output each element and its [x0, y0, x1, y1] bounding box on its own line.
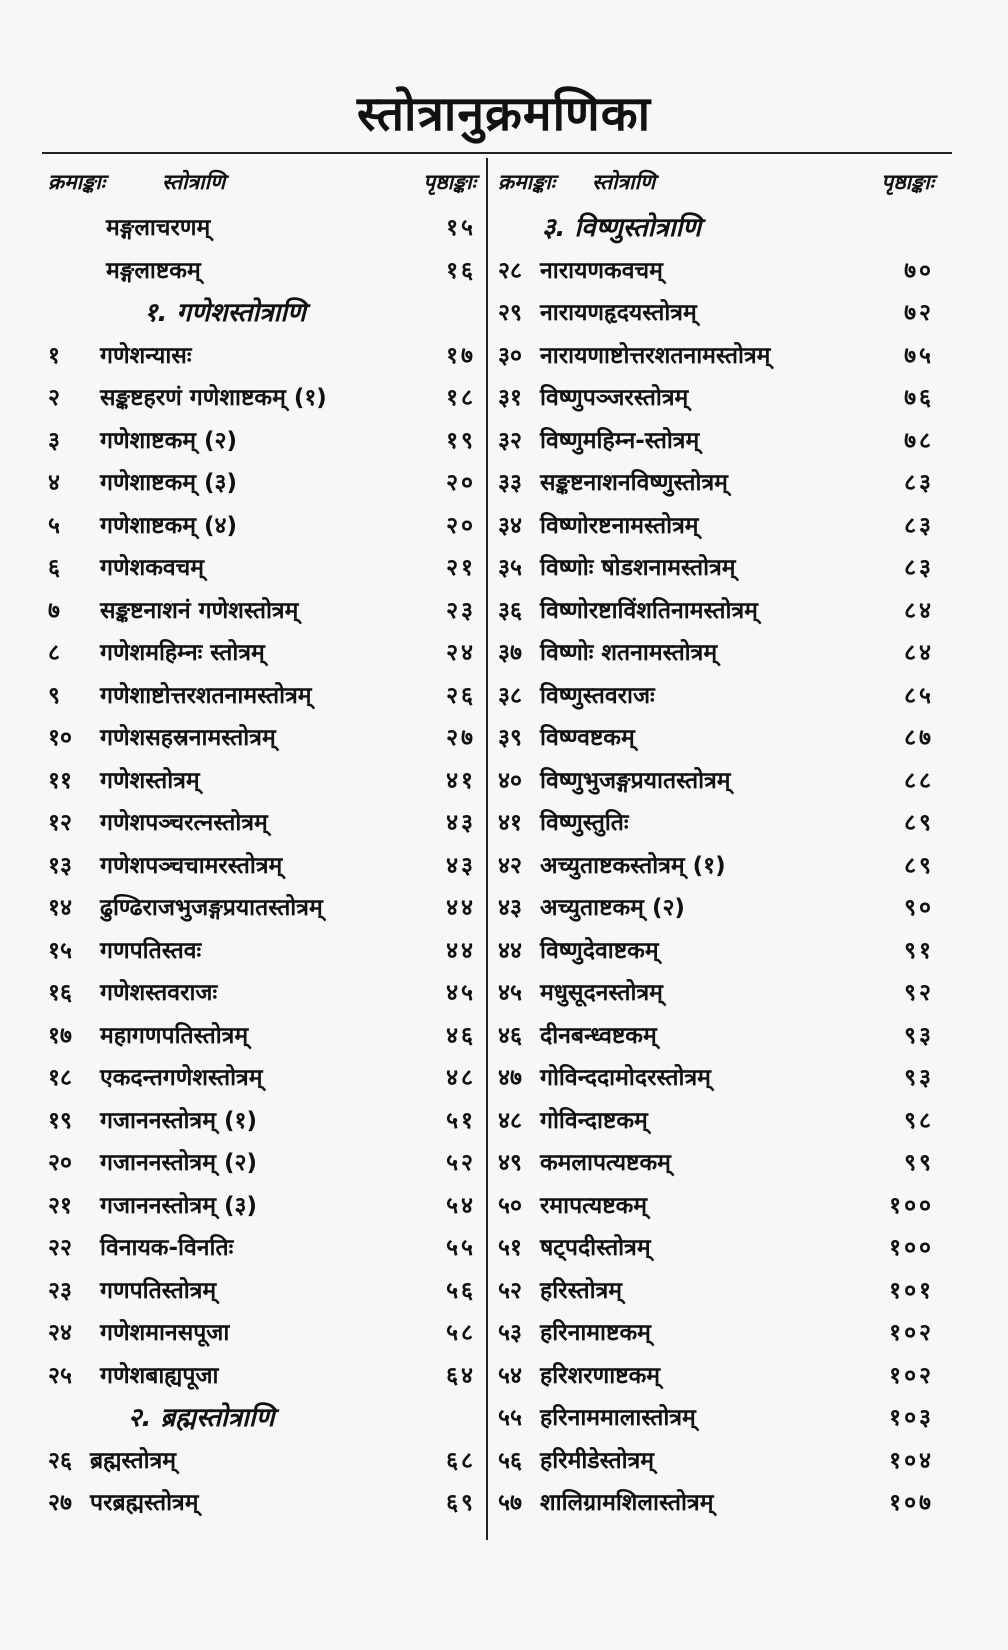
section-heading-brahma: [44, 1392, 482, 1435]
toc-entry: [44, 967, 482, 1010]
entry-title: विष्णुपञ्जरस्तोत्रम्: [540, 385, 689, 411]
entry-title: सङ्कष्टनाशनं गणेशस्तोत्रम्: [100, 597, 299, 624]
entry-page-number: १०३: [889, 1405, 934, 1431]
entry-number: ५: [48, 512, 60, 539]
entry-number: १४: [48, 895, 72, 921]
entry-page-number: १६: [446, 257, 476, 284]
toc-entry: [494, 925, 940, 968]
entry-number: २१: [48, 1192, 72, 1219]
entry-number: १९: [48, 1107, 72, 1134]
entry-number: ५४: [498, 1362, 522, 1389]
toc-entry: [494, 1095, 940, 1138]
section-heading-text: १. गणेशस्तोत्राणि: [144, 298, 306, 328]
entry-page-number: ६४: [446, 1362, 476, 1389]
toc-entry: [44, 500, 482, 543]
entry-title: गणेशाष्टोत्तरशतनामस्तोत्रम्: [100, 682, 312, 709]
entry-page-number: ५१: [446, 1107, 476, 1134]
entry-number: १७: [48, 1022, 72, 1049]
entry-title: मङ्गलाचरणम्: [106, 215, 211, 241]
entry-page-number: १०४: [889, 1447, 934, 1474]
entry-title: विष्णुमहिम्न-स्तोत्रम्: [540, 427, 700, 454]
entry-title: शालिग्रामशिलास्तोत्रम्: [540, 1490, 714, 1516]
entry-number: ४६: [498, 1022, 522, 1049]
entry-page-number: ८३: [904, 555, 934, 581]
entry-number: १६: [48, 980, 72, 1006]
entry-number: २४: [48, 1320, 72, 1346]
entry-number: ११: [48, 767, 72, 794]
toc-entry: [44, 1350, 482, 1393]
serial-header: क्रमाङ्काः: [48, 170, 106, 194]
entry-number: ५६: [498, 1447, 522, 1474]
page-title: स्तोत्रानुक्रमणिका: [356, 86, 652, 142]
toc-entry: [44, 1052, 482, 1095]
entry-number: १८: [48, 1065, 72, 1091]
entry-page-number: २०: [446, 470, 476, 496]
entry-page-number: ६८: [446, 1447, 476, 1474]
entry-title: विष्णुभुजङ्गप्रयातस्तोत्रम्: [540, 767, 731, 794]
entry-title: हरिशरणाष्टकम्: [540, 1362, 661, 1389]
left-column: [44, 162, 482, 1520]
entry-number: २२: [48, 1235, 72, 1261]
toc-entry: [494, 1350, 940, 1393]
entry-page-number: ५४: [446, 1192, 476, 1219]
toc-entry: [44, 457, 482, 500]
entry-title: गणेशमहिम्नः स्तोत्रम्: [100, 640, 265, 666]
pages-header: पृष्ठाङ्काः: [423, 170, 476, 194]
entry-title: गणपतिस्तोत्रम्: [100, 1277, 217, 1304]
entry-page-number: ४४: [446, 937, 476, 964]
entry-page-number: ७२: [904, 300, 934, 326]
toc-entry: [44, 415, 482, 458]
entry-number: १०: [48, 725, 72, 751]
entry-number: ३२: [498, 427, 522, 454]
entry-page-number: ८८: [904, 767, 934, 794]
entry-title: हरिस्तोत्रम्: [540, 1277, 623, 1304]
entry-number: ३३: [498, 470, 522, 496]
entry-title: गणेशाष्टकम् (४): [100, 512, 238, 539]
entry-page-number: ८३: [904, 512, 934, 539]
entry-page-number: ४१: [446, 767, 476, 794]
entry-title: गजाननस्तोत्रम् (३): [100, 1192, 257, 1219]
entry-title: अच्युताष्टकम् (२): [540, 895, 685, 921]
entry-number: ३९: [498, 725, 522, 751]
entry-number: ५२: [498, 1277, 522, 1304]
entry-page-number: ९१: [904, 937, 934, 964]
entry-number: ३७: [498, 640, 522, 666]
toc-entry: [44, 1435, 482, 1478]
entry-page-number: ९३: [904, 1022, 934, 1049]
toc-entry: [494, 415, 940, 458]
entry-page-number: १०१: [889, 1277, 934, 1304]
entry-number: २: [48, 385, 60, 411]
entry-page-number: १००: [889, 1192, 934, 1219]
entry-number: ६: [48, 555, 60, 581]
toc-entry: [44, 1180, 482, 1223]
toc-entry: [44, 840, 482, 883]
entry-page-number: ४५: [446, 980, 476, 1006]
entry-page-number: ७८: [904, 427, 934, 454]
entry-title: गोविन्दाष्टकम्: [540, 1107, 648, 1134]
entry-number: १२: [48, 810, 72, 836]
entry-number: ४१: [498, 810, 522, 836]
toc-entry: [494, 840, 940, 883]
entry-page-number: ४३: [446, 810, 476, 836]
entry-title: मधुसूदनस्तोत्रम्: [540, 980, 663, 1006]
section-heading-text: ३. विष्णुस्तोत्राणि: [542, 213, 702, 243]
entry-title: रमापत्यष्टकम्: [540, 1192, 648, 1219]
serial-header: क्रमाङ्काः: [498, 170, 556, 194]
entry-page-number: १५: [446, 215, 476, 241]
column-divider: [486, 158, 488, 1540]
entry-title: नारायणाष्टोत्तरशतनामस्तोत्रम्: [540, 342, 771, 369]
toc-entry: [494, 542, 940, 585]
entry-title: विष्णोरष्टनामस्तोत्रम्: [540, 512, 699, 539]
toc-entry: [44, 1477, 482, 1520]
toc-entry: [494, 500, 940, 543]
entry-number: २७: [48, 1490, 72, 1516]
entry-page-number: ९३: [904, 1065, 934, 1091]
entry-page-number: ५२: [446, 1150, 476, 1176]
entry-page-number: ७०: [904, 257, 934, 284]
entry-title: गणेशसहस्रनामस्तोत्रम्: [100, 725, 276, 751]
entry-number: ५०: [498, 1192, 522, 1219]
toc-entry: [44, 245, 482, 288]
entry-page-number: ९९: [904, 1150, 934, 1176]
entry-title: सङ्कष्टहरणं गणेशाष्टकम् (१): [100, 385, 327, 411]
toc-entry: [44, 1222, 482, 1265]
entry-number: १३: [48, 852, 72, 879]
left-column-header: [44, 162, 482, 202]
entry-page-number: ७५: [904, 342, 934, 369]
toc-entry: [44, 925, 482, 968]
entry-title: हरिनाममालास्तोत्रम्: [540, 1405, 696, 1431]
entry-title: हरिमीडेस्तोत्रम्: [540, 1447, 655, 1474]
toc-entry: [494, 372, 940, 415]
entry-number: ३४: [498, 512, 522, 539]
entry-number: ३१: [498, 385, 522, 411]
entry-title: ढुण्ढिराजभुजङ्गप्रयातस्तोत्रम्: [100, 895, 323, 921]
entry-number: ५७: [498, 1490, 522, 1516]
entry-page-number: ५६: [446, 1277, 476, 1304]
entry-title: गणेशकवचम्: [100, 555, 205, 581]
entry-page-number: ८९: [904, 810, 934, 836]
toc-entry: [494, 457, 940, 500]
toc-entry: [44, 670, 482, 713]
toc-entry: [44, 755, 482, 798]
entry-title: कमलापत्यष्टकम्: [540, 1150, 671, 1176]
entry-page-number: ८४: [904, 640, 934, 666]
toc-entry: [44, 882, 482, 925]
entry-page-number: २१: [446, 555, 476, 581]
entry-page-number: १०२: [889, 1320, 934, 1346]
entry-title: विष्णोरष्टाविंशतिनामस्तोत्रम्: [540, 597, 758, 624]
entry-title: विष्णोः षोडशनामस्तोत्रम्: [540, 555, 736, 581]
entry-title: गणेशन्यासः: [100, 342, 192, 369]
toc-entry: [494, 1180, 940, 1223]
toc-entry: [44, 202, 482, 245]
entry-number: ४: [48, 470, 60, 496]
entry-number: ९: [48, 682, 60, 709]
entry-number: ३८: [498, 682, 522, 709]
entry-number: ४७: [498, 1065, 522, 1091]
entry-number: २८: [498, 257, 522, 284]
entry-page-number: १०२: [889, 1362, 934, 1389]
entry-number: ५१: [498, 1235, 522, 1261]
entry-number: ३: [48, 427, 60, 454]
entry-number: ४९: [498, 1150, 522, 1176]
entry-number: ४५: [498, 980, 522, 1006]
entry-page-number: ४६: [446, 1022, 476, 1049]
entry-page-number: ५५: [446, 1235, 476, 1261]
entry-page-number: ७६: [904, 385, 934, 411]
entry-title: षट्पदीस्तोत्रम्: [540, 1235, 651, 1261]
entry-page-number: १९: [446, 427, 476, 454]
entry-title: गणेशाष्टकम् (३): [100, 470, 238, 496]
entry-title: गणेशस्तोत्रम्: [100, 767, 200, 794]
entry-page-number: ५८: [446, 1320, 476, 1346]
toc-entry: [494, 627, 940, 670]
toc-entry: [44, 1010, 482, 1053]
toc-entry: [44, 372, 482, 415]
title-rule: [42, 152, 952, 154]
entry-title: गजाननस्तोत्रम् (२): [100, 1150, 257, 1176]
toc-entry: [494, 245, 940, 288]
toc-entry: [44, 585, 482, 628]
toc-entry: [44, 330, 482, 373]
toc-entry: [494, 330, 940, 373]
entry-page-number: ८५: [904, 682, 934, 709]
entry-page-number: १००: [889, 1235, 934, 1261]
entry-title: गणेशाष्टकम् (२): [100, 427, 238, 454]
entry-title: दीनबन्ध्वष्टकम्: [540, 1022, 657, 1049]
toc-entry: [494, 287, 940, 330]
stotras-header: स्तोत्राणि: [162, 170, 226, 194]
toc-entry: [44, 627, 482, 670]
toc-entry: [494, 797, 940, 840]
entry-title: गोविन्ददामोदरस्तोत्रम्: [540, 1065, 711, 1091]
entry-title: विष्णुदेवाष्टकम्: [540, 937, 659, 964]
entry-title: ब्रह्मस्तोत्रम्: [90, 1447, 177, 1474]
entry-title: गणेशमानसपूजा: [100, 1320, 230, 1346]
entry-page-number: २७: [446, 725, 476, 751]
entry-number: ४२: [498, 852, 522, 879]
entry-number: ७: [48, 597, 60, 624]
toc-entry: [44, 542, 482, 585]
entry-number: ४८: [498, 1107, 522, 1134]
entry-title: गणेशबाह्यपूजा: [100, 1362, 219, 1389]
entry-number: ८: [48, 640, 60, 666]
toc-entry: [494, 882, 940, 925]
entry-page-number: ४४: [446, 895, 476, 921]
pages-header: पृष्ठाङ्काः: [881, 170, 934, 194]
entry-page-number: २४: [446, 640, 476, 666]
entry-title: नारायणहृदयस्तोत्रम्: [540, 300, 697, 326]
entry-number: ३०: [498, 342, 522, 369]
entry-page-number: ९८: [904, 1107, 934, 1134]
toc-entry: [44, 712, 482, 755]
entry-page-number: १८: [446, 385, 476, 411]
entry-number: १५: [48, 937, 72, 964]
entry-page-number: १७: [446, 342, 476, 369]
entry-number: ३५: [498, 555, 522, 581]
entry-title: विष्णुस्तुतिः: [540, 810, 629, 836]
entry-title: गणेशपञ्चचामरस्तोत्रम्: [100, 852, 283, 879]
entry-title: परब्रह्मस्तोत्रम्: [90, 1490, 199, 1516]
entry-title: विष्ण्वष्टकम्: [540, 725, 635, 751]
entry-title: महागणपतिस्तोत्रम्: [100, 1022, 249, 1049]
entry-title: गणपतिस्तवः: [100, 937, 202, 964]
entry-number: २५: [48, 1362, 72, 1389]
entry-number: ४४: [498, 937, 522, 964]
entry-title: एकदन्तगणेशस्तोत्रम्: [100, 1065, 263, 1091]
entry-title: अच्युताष्टकस्तोत्रम् (१): [540, 852, 726, 879]
entry-title: विष्णुस्तवराजः: [540, 682, 655, 709]
toc-entry: [494, 712, 940, 755]
entry-page-number: २०: [446, 512, 476, 539]
toc-entry: [494, 1307, 940, 1350]
right-column: [494, 162, 940, 1520]
toc-entry: [494, 1477, 940, 1520]
toc-entry: [494, 670, 940, 713]
entry-title: गणेशस्तवराजः: [100, 980, 218, 1006]
entry-number: १: [48, 342, 60, 369]
entry-page-number: ८७: [904, 725, 934, 751]
toc-entry: [494, 1137, 940, 1180]
entry-page-number: १०७: [889, 1490, 934, 1516]
toc-entry: [44, 1137, 482, 1180]
toc-entry: [494, 1010, 940, 1053]
section-heading-text: २. ब्रह्मस्तोत्राणि: [128, 1403, 275, 1433]
entry-number: २३: [48, 1277, 72, 1304]
section-heading-ganesha: [44, 287, 482, 330]
entry-number: ३६: [498, 597, 522, 624]
entry-title: गजाननस्तोत्रम् (१): [100, 1107, 257, 1134]
entry-number: ५५: [498, 1405, 522, 1431]
entry-page-number: २६: [446, 682, 476, 709]
entry-title: सङ्कष्टनाशनविष्णुस्तोत्रम्: [540, 470, 728, 496]
entry-number: २०: [48, 1150, 72, 1176]
entry-title: विष्णोः शतनामस्तोत्रम्: [540, 640, 718, 666]
entry-title: हरिनामाष्टकम्: [540, 1320, 651, 1346]
entry-page-number: २३: [446, 597, 476, 624]
entry-number: ५३: [498, 1320, 522, 1346]
right-column-header: [494, 162, 940, 202]
section-heading-vishnu: [494, 202, 940, 245]
stotras-header: स्तोत्राणि: [592, 170, 656, 194]
entry-title: विनायक-विनतिः: [100, 1235, 234, 1261]
toc-entry: [494, 1265, 940, 1308]
toc-entry: [494, 1392, 940, 1435]
toc-entry: [494, 1435, 940, 1478]
entry-page-number: ८९: [904, 852, 934, 879]
toc-entry: [44, 1095, 482, 1138]
toc-entry: [494, 967, 940, 1010]
entry-title: नारायणकवचम्: [540, 257, 663, 284]
toc-entry: [44, 1265, 482, 1308]
entry-number: २६: [48, 1447, 72, 1474]
toc-entry: [494, 755, 940, 798]
entry-title: गणेशपञ्चरत्नस्तोत्रम्: [100, 810, 268, 836]
entry-number: ४०: [498, 767, 522, 794]
entry-number: ४३: [498, 895, 522, 921]
entry-page-number: ४८: [446, 1065, 476, 1091]
entry-page-number: ८३: [904, 470, 934, 496]
toc-entry: [44, 797, 482, 840]
entry-title: मङ्गलाष्टकम्: [106, 257, 201, 284]
entry-number: २९: [498, 300, 522, 326]
entry-page-number: ९२: [904, 980, 934, 1006]
toc-entry: [494, 1222, 940, 1265]
entry-page-number: ६९: [446, 1490, 476, 1516]
toc-entry: [494, 1052, 940, 1095]
entry-page-number: ९०: [904, 895, 934, 921]
toc-entry: [494, 585, 940, 628]
entry-page-number: ४३: [446, 852, 476, 879]
toc-entry: [44, 1307, 482, 1350]
entry-page-number: ८४: [904, 597, 934, 624]
